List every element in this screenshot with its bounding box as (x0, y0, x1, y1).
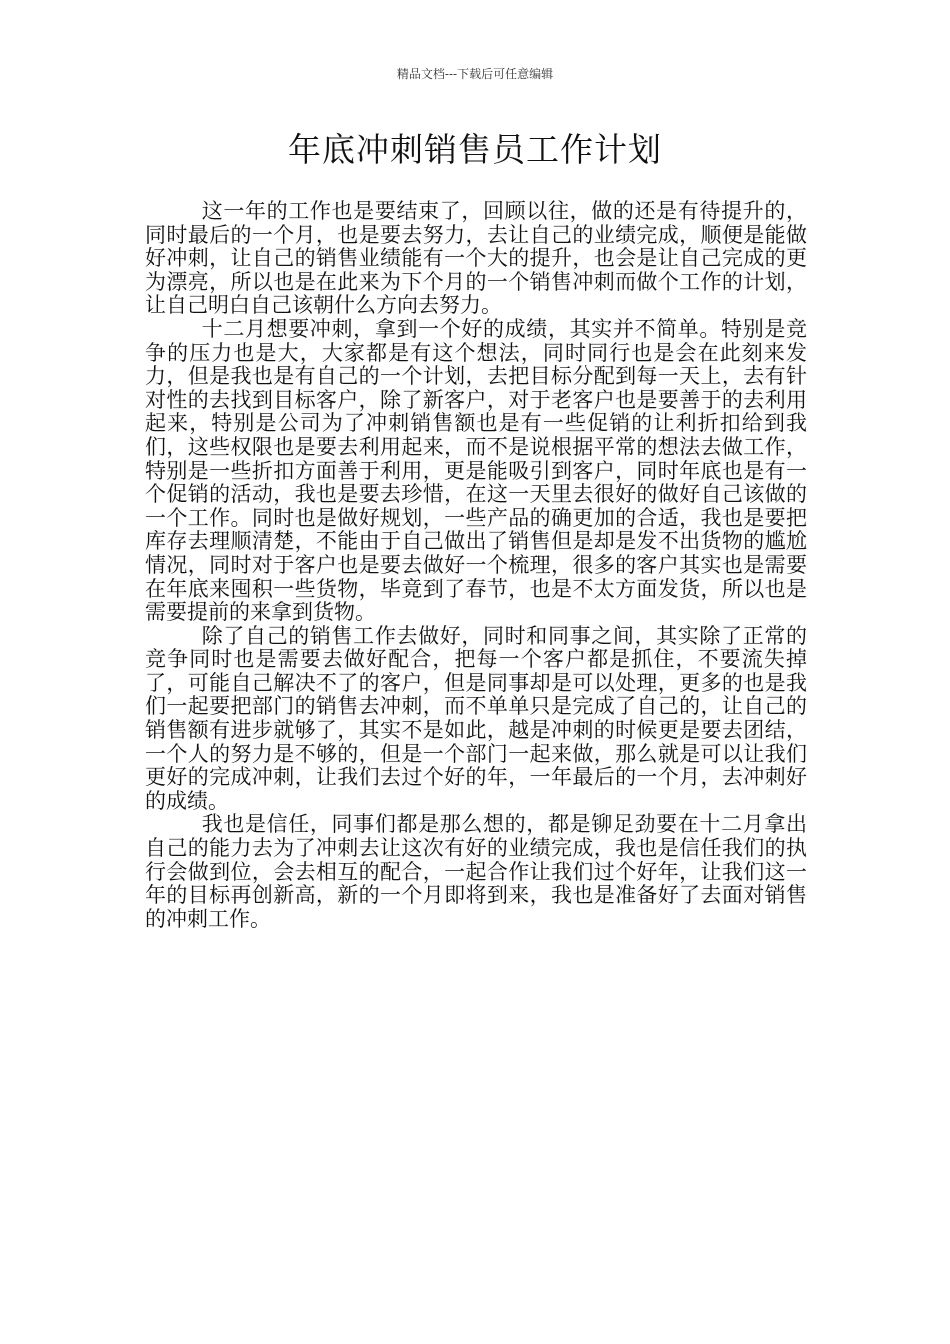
paragraph: 除了自己的销售工作去做好，同时和同事之间，其实除了正常的竞争同时也是需要去做好配合，把每一个客户都是抓住，不要流失掉了，可能自己解决不了的客户，但是同事却是可以处理，更多的也是我们一起要把部门的销售去冲刺，而不单单只是完成了自己的，让自己的销售额有进步就够了，其实不是如此，越是冲刺的时候更是要去团结，一个人的努力是不够的，但是一个部门一起来做，那么就是可以让我们更好的完成冲刺，让我们去过个好的年，一年最后的一个月，去冲刺好的成绩。 (145, 623, 807, 813)
document-title: 年底冲刺销售员工作计划 (288, 130, 662, 169)
paragraph: 十二月想要冲刺，拿到一个好的成绩，其实并不简单。特别是竞争的压力也是大，大家都是有这个想法，同时同行也是会在此刻来发力，但是我也是有自己的一个计划，去把目标分配到每一天上，去有针对性的去找到目标客户，除了新客户，对于老客户也是要善于的去利用起来，特别是公司为了冲刺销售额也是有一些促销的让利折扣给到我们，这些权限也是要去利用起来，而不是说根据平常的想法去做工作，特别是一些折扣方面善于利用，更是能吸引到客户，同时年底也是有一个促销的活动，我也是要去珍惜，在这一天里去很好的做好自己该做的一个工作。同时也是做好规划，一些产品的确更加的合适，我也是要把库存去理顺清楚，不能由于自己做出了销售但是却是发不出货物的尴尬情况，同时对于客户也是要去做好一个梳理，很多的客户其实也是需要在年底来囤积一些货物，毕竟到了春节，也是不太方面发货，所以也是需要提前的来拿到货物。 (145, 316, 807, 625)
page-header: 精品文档---下载后可任意编辑 (396, 67, 554, 81)
paragraph: 这一年的工作也是要结束了，回顾以往，做的还是有待提升的，同时最后的一个月，也是要去努力，去让自己的业绩完成，顺便是能做好冲刺，让自己的销售业绩能有一个大的提升，也会是让自己完成的更为漂亮，所以也是在此来为下个月的一个销售冲刺而做个工作的计划，让自己明白自己该朝什么方向去努力。 (145, 199, 807, 318)
document-body (145, 200, 807, 931)
paragraph: 我也是信任，同事们都是那么想的，都是铆足劲要在十二月拿出自己的能力去为了冲刺去让这次有好的业绩完成，我也是信任我们的执行会做到位，会去相互的配合，一起合作让我们过个好年，让我们这一年的目标再创新高，新的一个月即将到来，我也是准备好了去面对销售的冲刺工作。 (145, 812, 807, 931)
